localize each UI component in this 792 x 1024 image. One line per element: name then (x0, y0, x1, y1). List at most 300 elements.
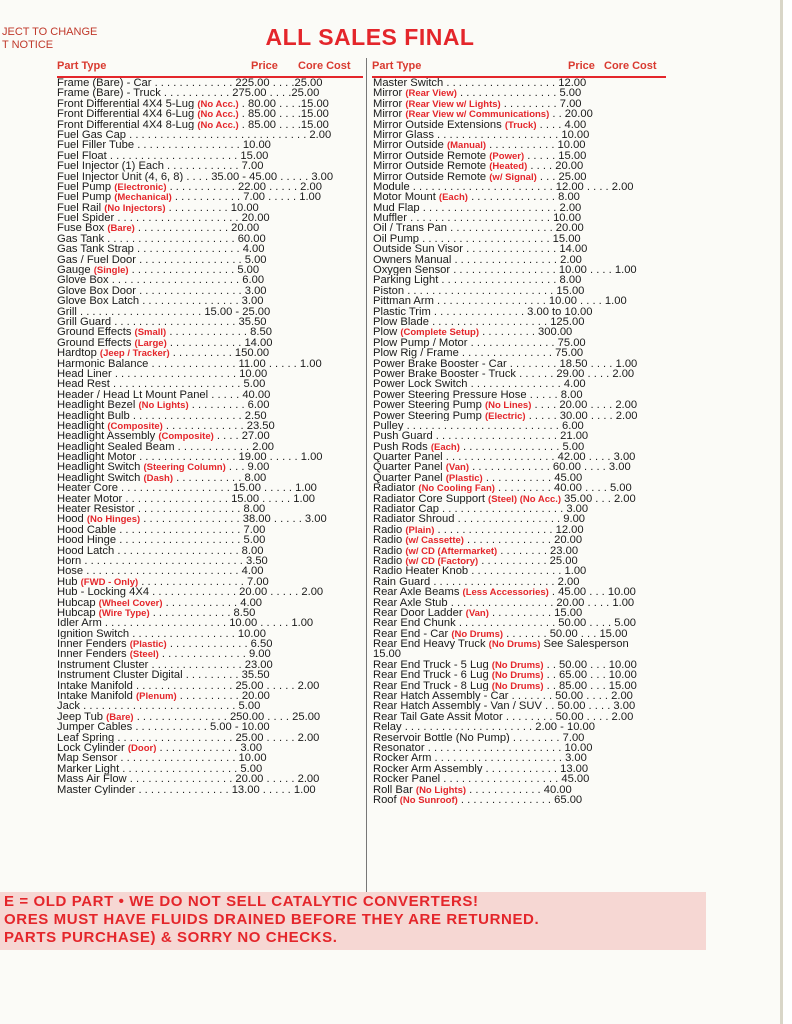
row-qualifier: (w/ Signal) (489, 171, 537, 182)
column-divider (366, 58, 367, 893)
row-text: Rear Door Ladder (373, 607, 466, 619)
row-text: Headlight (57, 420, 108, 432)
row-text: Radio (373, 524, 406, 536)
row-text: Plow (373, 327, 401, 338)
price-row (373, 307, 673, 317)
row-price: . . . . . 15.00 (524, 150, 587, 162)
price-row (373, 172, 673, 182)
price-row (57, 681, 365, 691)
row-text: Roof (373, 794, 400, 806)
row-text: Reservoir Bottle (No Pump) . . . . . . . . 7.00 (373, 732, 585, 743)
row-text: Rear End Truck - 8 Lug (373, 680, 492, 692)
price-row (57, 462, 365, 472)
price-row (57, 182, 365, 192)
row-qualifier: (w/ Cassette) (405, 535, 464, 546)
row-qualifier: (Door) (127, 743, 157, 754)
price-row (373, 421, 673, 431)
row-price: . . . . . . . . . . . . 40.00 (466, 784, 572, 795)
price-row (57, 390, 365, 400)
price-row (373, 182, 673, 192)
price-row (373, 629, 673, 639)
row-price: . . . . . . . . . . 150.00 (169, 348, 270, 359)
row-price: See Salesperson (540, 639, 629, 650)
price-row (373, 753, 673, 763)
row-qualifier: (No Drums) (491, 670, 544, 681)
row-qualifier: (Wire Type) (98, 607, 150, 619)
price-row (57, 660, 365, 670)
price-row (57, 764, 365, 774)
row-price: . . . . . . . . . . . . . . . . . 5.00 (128, 265, 260, 276)
price-row (373, 120, 673, 130)
row-text: Front Differential 4X4 6-Lug (57, 109, 198, 120)
price-row (57, 546, 365, 556)
row-text: Header / Head Lt Mount Panel . . . . . 40.00 (57, 389, 271, 401)
row-qualifier: (Bare) (107, 223, 135, 234)
row-qualifier: (Small) (134, 327, 167, 338)
row-price: . . . . . . . . . 300.00 (479, 327, 573, 338)
row-text: Ground Effects (57, 327, 135, 338)
row-price: . 85.00 . . . .15.00 (238, 119, 329, 130)
row-price: . . . . . . . . . . . . 14.00 (166, 337, 273, 349)
row-text: Muffler . . . . . . . . . . . . . . . . . . . . . . . 10.00 (373, 213, 582, 224)
left-column-header (57, 58, 363, 78)
price-row (57, 701, 365, 711)
right-column-header (372, 58, 666, 78)
price-row (57, 234, 365, 244)
price-row (373, 670, 673, 680)
right-header-price: Price (568, 60, 595, 72)
row-price: . . 20.00 (549, 109, 593, 120)
footer-line-2: ORES MUST HAVE FLUIDS DRAINED BEFORE THEY ARE RETURNED. (4, 911, 540, 928)
row-qualifier: (No Lines) (484, 400, 532, 411)
row-text: Frame (Bare) - Car . . . . . . . . . . . . . 225.00 . . . .25.00 (57, 78, 323, 89)
row-text: Owners Manual . . . . . . . . . . . . . . . . . 2.00 (373, 254, 582, 266)
price-row (373, 192, 673, 202)
row-text: Heater Resistor . . . . . . . . . . . . . . . . . 8.00 (57, 504, 266, 515)
row-qualifier: (No Acc.) (197, 98, 239, 110)
price-row (57, 535, 365, 545)
row-price: . . . . . . . . . . 20.00 (176, 691, 270, 702)
row-text: Rocker Panel . . . . . . . . . . . . . . . . . . . 45.00 (373, 774, 590, 785)
price-row (57, 774, 365, 784)
row-price: . 80.00 . . . .15.00 (238, 98, 329, 110)
price-row (373, 525, 673, 535)
row-qualifier: (w/ CD (Factory) (405, 555, 479, 567)
row-text: Rear Hatch Assembly - Car . . . . . . . 50.00 . . . . 2.00 (373, 691, 633, 702)
row-text: Horn . . . . . . . . . . . . . . . . . . . . . . . . . . 3.50 (57, 555, 268, 567)
price-row (373, 88, 673, 98)
row-qualifier: (No Acc.) (197, 119, 239, 130)
left-header-price: Price (251, 60, 278, 72)
price-row (57, 618, 365, 628)
row-text: Mirror Glass . . . . . . . . . . . . . . . . . . . . 10.00 (373, 129, 590, 141)
row-price: . . . . . 30.00 . . . . 2.00 (525, 410, 638, 421)
price-row (57, 743, 365, 753)
row-price: . . . . . . . . . 6.00 (188, 400, 270, 411)
row-text: Jack . . . . . . . . . . . . . . . . . . . . . . . . . 5.00 (57, 701, 261, 712)
row-qualifier: (Each) (430, 441, 460, 453)
row-text: Power Steering Pump (373, 400, 485, 411)
row-text: Resonator . . . . . . . . . . . . . . . . . . . . . . 10.00 (373, 743, 593, 754)
row-text: Hood Cable . . . . . . . . . . . . . . . . . . . . 7.00 (57, 524, 266, 536)
price-row (57, 629, 365, 639)
price-row (57, 525, 365, 535)
row-text: Headlight Switch (57, 462, 144, 473)
price-row (373, 618, 673, 628)
row-text: Mirror (373, 88, 406, 99)
price-row (373, 265, 673, 275)
row-qualifier: (Power) (489, 150, 525, 162)
row-text: Gauge (57, 265, 94, 276)
row-qualifier: (Plastic) (129, 639, 167, 650)
price-row (373, 161, 673, 171)
row-text: Power Steering Pressure Hose . . . . . 8.00 (373, 389, 583, 401)
row-text: Master Cylinder . . . . . . . . . . . . . . . 13.00 . . . . . 1.00 (57, 784, 316, 795)
price-row (373, 795, 673, 805)
row-text: Motor Mount (373, 192, 439, 203)
row-qualifier: (Dash) (143, 472, 173, 484)
price-row (57, 649, 365, 659)
row-text: Outside Sun Visor . . . . . . . . . . . . . . . 14.00 (373, 244, 588, 255)
price-row (373, 140, 673, 150)
row-qualifier: (Manual) (446, 140, 487, 151)
row-text: Mirror Outside Remote (373, 171, 490, 182)
price-row (57, 587, 365, 597)
price-row (57, 338, 365, 348)
row-qualifier: (No Lights) (415, 784, 467, 795)
row-price: . . . . . . . . 23.00 (497, 545, 579, 556)
row-text: Rear End Chunk . . . . . . . . . . . . . . . . 50.00 . . . . 5.00 (373, 618, 637, 629)
price-row (57, 442, 365, 452)
row-text: Fuel Float . . . . . . . . . . . . . . . . . . . . . 15.00 (57, 150, 269, 162)
right-header-part-type: Part Type (372, 60, 422, 72)
row-price: . . . . . . . . . . . . . . 8.00 (467, 192, 580, 203)
price-row (373, 473, 673, 483)
price-row (373, 379, 673, 389)
price-row (373, 234, 673, 244)
row-qualifier: (No Acc.) (197, 109, 239, 120)
price-row (57, 88, 365, 98)
row-text: Plow Blade . . . . . . . . . . . . . . . . . . . 125.00 (373, 316, 585, 328)
row-qualifier: (Electric) (484, 410, 526, 421)
row-text: Rain Guard . . . . . . . . . . . . . . . . . . . . 2.00 (373, 576, 580, 588)
row-price: . . . . . . . . . . . . . . . 65.00 (457, 794, 583, 806)
row-text: Leaf Spring . . . . . . . . . . . . . . . . . . . 25.00 . . . . . 2.00 (57, 732, 320, 743)
price-row (373, 535, 673, 545)
row-price: . . . . . . . . . . . 22.00 . . . . . 2.00 (166, 181, 322, 193)
row-price: . . . . . . . . . . . . . . . . 5.00 (459, 441, 585, 453)
price-row (373, 639, 673, 649)
row-text: Rocker Arm . . . . . . . . . . . . . . . . . . . . . 3.00 (373, 753, 587, 764)
price-row (57, 213, 365, 223)
price-row (57, 109, 365, 119)
row-price: . . . . . . . . . . . . . . 20.00 (463, 535, 583, 546)
row-price: . . . . . . . . . . . . . 8.50 (149, 607, 256, 619)
price-row (373, 338, 673, 348)
row-text: Headlight Bezel (57, 400, 139, 411)
row-qualifier: (Single) (93, 265, 129, 276)
price-row (57, 161, 365, 171)
note-line-2: T NOTICE (2, 39, 54, 51)
row-qualifier: (Composite) (107, 420, 163, 432)
price-row (373, 296, 673, 306)
price-row (373, 504, 673, 514)
footer-notice (0, 892, 706, 950)
row-qualifier: (Wheel Cover) (98, 597, 163, 608)
row-text: Radio Heater Knob . . . . . . . . . . . . . . . 1.00 (373, 566, 587, 577)
price-row (57, 140, 365, 150)
right-header-core-cost: Core Cost (604, 60, 657, 72)
row-qualifier: (No Drums) (491, 659, 544, 671)
price-row (57, 753, 365, 763)
price-row (373, 577, 673, 587)
row-price: . . . . . . . . . . . . . 8.50 (166, 327, 272, 338)
right-price-list (373, 78, 673, 805)
row-qualifier: (Rear View w/ Communications) (405, 109, 550, 120)
row-qualifier: (Mechanical) (114, 192, 172, 203)
row-text: Parking Light . . . . . . . . . . . . . . . . . . . 8.00 (373, 275, 582, 286)
row-text: Ignition Switch . . . . . . . . . . . . . . . . . 10.00 (57, 628, 266, 640)
row-price: . . . . . . . . . . . . . . . . 38.00 . . . . . 3.00 (140, 514, 327, 525)
price-row (373, 598, 673, 608)
price-row (57, 359, 365, 369)
price-row (57, 691, 365, 701)
row-qualifier: (FWD - Only) (80, 576, 139, 588)
row-text: Mirror (373, 98, 406, 110)
price-row (57, 379, 365, 389)
row-price: . . . . . . . . . . . . . 23.50 (162, 420, 275, 432)
price-row (373, 462, 673, 472)
row-price: . . . . 4.00 (536, 119, 587, 130)
row-price: . . . . . . . . . . 15.00 (488, 607, 583, 619)
price-row (57, 712, 365, 722)
row-text: Mud Flap . . . . . . . . . . . . . . . . . . . . . . 2.00 (373, 202, 582, 214)
row-qualifier: (Electronic) (114, 181, 167, 193)
row-text: Instrument Cluster Digital . . . . . . . . . 35.50 (57, 670, 270, 681)
row-text: Intake Manifold . . . . . . . . . . . . . . . . 25.00 . . . . . 2.00 (57, 680, 320, 692)
row-text: Headlight Motor . . . . . . . . . . . . . . . . 19.00 . . . . . 1.00 (57, 452, 323, 463)
row-text: Fuel Rail (57, 202, 105, 214)
price-row (373, 348, 673, 358)
row-qualifier: (No Cooling Fan) (418, 483, 495, 494)
row-text: Push Guard . . . . . . . . . . . . . . . . . . . . 21.00 (373, 431, 589, 442)
price-row (373, 608, 673, 618)
price-row (373, 213, 673, 223)
row-text: Gas Tank . . . . . . . . . . . . . . . . . . . . . 60.00 (57, 233, 266, 245)
row-text: Oil Pump . . . . . . . . . . . . . . . . . . . . . 15.00 (373, 233, 581, 245)
row-qualifier: (Bare) (106, 711, 134, 723)
price-row (57, 255, 365, 265)
row-text: Front Differential 4X4 8-Lug (57, 119, 198, 130)
row-text: Inner Fenders (57, 649, 130, 660)
row-text: Push Rods (373, 441, 431, 453)
row-text: Mirror (373, 109, 406, 120)
row-text: Rear End Truck - 5 Lug (373, 659, 492, 671)
price-row (57, 452, 365, 462)
row-text: Harmonic Balance . . . . . . . . . . . . . . 11.00 . . . . . 1.00 (57, 358, 322, 369)
price-row (373, 442, 673, 452)
price-row (373, 109, 673, 119)
price-row (373, 244, 673, 254)
row-text: Fuel Injector (1) Each . . . . . . . . . . . . 7.00 (57, 161, 264, 172)
price-row (57, 556, 365, 566)
footer-line-1: E = OLD PART • WE DO NOT SELL CATALYTIC CONVERTERS! (4, 893, 479, 910)
row-text: Marker Light . . . . . . . . . . . . . . . . . . . 5.00 (57, 763, 263, 775)
row-price: . . . . . . . . . 40.00 . . . . 5.00 (494, 483, 632, 494)
row-qualifier: (No Drums) (451, 628, 504, 640)
price-row (57, 327, 365, 337)
row-text: Fuel Spider . . . . . . . . . . . . . . . . . . . . 20.00 (57, 213, 270, 224)
price-row (373, 556, 673, 566)
price-row (373, 369, 673, 379)
row-price: . . . . . . . . . . . . . . . . 5.00 (456, 88, 582, 99)
row-text: Intake Manifold (57, 691, 136, 702)
row-price: . . 85.00 . . . 15.00 (543, 680, 637, 692)
price-row (373, 691, 673, 701)
note-line-1: JECT TO CHANGE (2, 26, 98, 38)
row-text: Rear Axle Beams (373, 587, 463, 598)
row-text: Rocker Arm Assembly . . . . . . . . . . . . 13.00 (373, 763, 589, 775)
left-header-part-type: Part Type (57, 60, 107, 72)
row-qualifier: (No Injectors) (104, 202, 166, 214)
price-row (373, 681, 673, 691)
row-text: 15.00 (373, 649, 401, 660)
row-text: Power Lock Switch . . . . . . . . . . . . . . . 4.00 (373, 379, 586, 390)
row-text: Radio (373, 535, 406, 546)
price-row (373, 774, 673, 784)
row-text: Headlight Bulb . . . . . . . . . . . . . . . . . . 2.50 (57, 410, 267, 421)
price-row (57, 120, 365, 130)
price-row (373, 701, 673, 711)
price-row (57, 317, 365, 327)
row-text: Radio (373, 545, 406, 556)
row-qualifier: (Large) (134, 337, 167, 349)
row-price: . . . . . . . . . . . . . 6.50 (166, 639, 273, 650)
row-qualifier: (Plenum) (135, 691, 177, 702)
price-row (57, 785, 365, 795)
price-row (373, 99, 673, 109)
price-row (373, 255, 673, 265)
row-text: Hubcap (57, 607, 99, 619)
row-qualifier: (Heated) (489, 161, 528, 172)
row-text: Hardtop (57, 348, 100, 359)
row-qualifier: (Plain) (405, 524, 435, 536)
row-text: Headlight Switch (57, 472, 144, 484)
price-row (373, 151, 673, 161)
row-text: Head Liner . . . . . . . . . . . . . . . . . . . . 10.00 (57, 368, 268, 380)
price-row (57, 577, 365, 587)
price-row (57, 286, 365, 296)
price-row (57, 151, 365, 161)
price-row (373, 327, 673, 337)
price-row (373, 733, 673, 743)
row-text: Radiator (373, 483, 419, 494)
price-row (373, 743, 673, 753)
price-row (57, 431, 365, 441)
row-text: Power Brake Booster - Truck . . . . . . 29.00 . . . . 2.00 (373, 368, 635, 380)
row-price: . . . . 20.00 (527, 161, 584, 172)
price-row (57, 608, 365, 618)
price-row (57, 244, 365, 254)
row-text: Oil / Trans Pan . . . . . . . . . . . . . . . . . 20.00 (373, 223, 584, 234)
row-qualifier: (Complete Setup) (400, 327, 479, 338)
row-text: Headlight Sealed Beam . . . . . . . . . . . . 2.00 (57, 441, 275, 453)
row-text: Jeep Tub (57, 711, 107, 723)
price-row (373, 649, 673, 659)
price-row (57, 670, 365, 680)
price-row (57, 494, 365, 504)
row-price: . . 50.00 . . . 10.00 (543, 659, 637, 671)
row-text: Head Rest . . . . . . . . . . . . . . . . . . . . . 5.00 (57, 379, 266, 390)
row-text: Hose . . . . . . . . . . . . . . . . . . . . . . . . . 4.00 (57, 566, 264, 577)
row-text: Lock Cylinder (57, 743, 128, 754)
row-qualifier: (Rear View w/ Lights) (405, 98, 501, 110)
price-row (57, 473, 365, 483)
row-text: Relay . . . . . . . . . . . . . . . . . . . . . 2.00 - 10.00 (373, 722, 595, 733)
row-text: Rear Axle Stub . . . . . . . . . . . . . . . . . 20.00 . . . . 1.00 (373, 597, 635, 608)
row-text: Glove Box Latch . . . . . . . . . . . . . . . . 3.00 (57, 296, 264, 307)
row-qualifier: (Composite) (158, 431, 214, 442)
price-row (373, 223, 673, 233)
row-text: Radiator Cap . . . . . . . . . . . . . . . . . . . . 3.00 (373, 504, 589, 515)
row-qualifier: (No Hinges) (86, 514, 141, 525)
row-price: . . . . . . . . . . . . 4.00 (162, 597, 263, 608)
row-price: . . . . . . . . . . . 45.00 (482, 472, 583, 484)
row-price: . . . . 20.00 . . . . 2.00 (531, 400, 638, 411)
price-row (57, 192, 365, 202)
row-qualifier: (Jeep / Tracker) (99, 348, 170, 359)
price-row (373, 785, 673, 795)
row-text: Radio (373, 555, 406, 567)
row-price: . . . 25.00 (536, 171, 587, 182)
row-text: Quarter Panel (373, 462, 446, 473)
page-title: ALL SALES FINAL (265, 24, 475, 50)
price-row (57, 99, 365, 109)
row-text: Roll Bar (373, 784, 416, 795)
left-price-list (57, 78, 365, 795)
row-text: Hub (57, 576, 81, 588)
row-text: Heater Motor . . . . . . . . . . . . . . . . . 15.00 . . . . . 1.00 (57, 493, 316, 505)
row-text: Mass Air Flow . . . . . . . . . . . . . . . . . 20.00 . . . . . 2.00 (57, 774, 320, 785)
row-text: Fuel Pump (57, 181, 115, 193)
price-row (57, 223, 365, 233)
price-row (373, 275, 673, 285)
row-price: . . . . . . . . . . . . . 3.00 (156, 743, 263, 754)
price-row (373, 712, 673, 722)
row-text: Ground Effects (57, 337, 135, 349)
row-text: Quarter Panel (373, 472, 446, 484)
row-text: Hood Hinge . . . . . . . . . . . . . . . . . . . . 5.00 (57, 535, 266, 546)
row-text: Module . . . . . . . . . . . . . . . . . . . . . . . 12.00 . . . . 2.00 (373, 181, 634, 193)
price-row (373, 411, 673, 421)
row-qualifier: (No Drums) (491, 680, 544, 692)
price-row (57, 566, 365, 576)
row-text: Heater Core . . . . . . . . . . . . . . . . . . 15.00 . . . . . 1.00 (57, 483, 317, 494)
row-qualifier: (w/ CD (Aftermarket) (405, 545, 498, 556)
price-row (57, 172, 365, 182)
left-header-core-cost: Core Cost (298, 60, 351, 72)
row-qualifier: (Van) (445, 462, 469, 473)
price-row (57, 598, 365, 608)
price-row (57, 639, 365, 649)
row-price: . . . . . . . . . . . . . . . . . . . 12.00 (434, 524, 584, 536)
price-row (57, 722, 365, 732)
row-text: Plow Pump / Motor . . . . . . . . . . . . . . 75.00 (373, 337, 586, 349)
row-text: Mirror Outside (373, 140, 447, 151)
row-price: . . . . . . . 50.00 . . . 15.00 (503, 628, 628, 640)
price-row (373, 546, 673, 556)
price-row (373, 400, 673, 410)
